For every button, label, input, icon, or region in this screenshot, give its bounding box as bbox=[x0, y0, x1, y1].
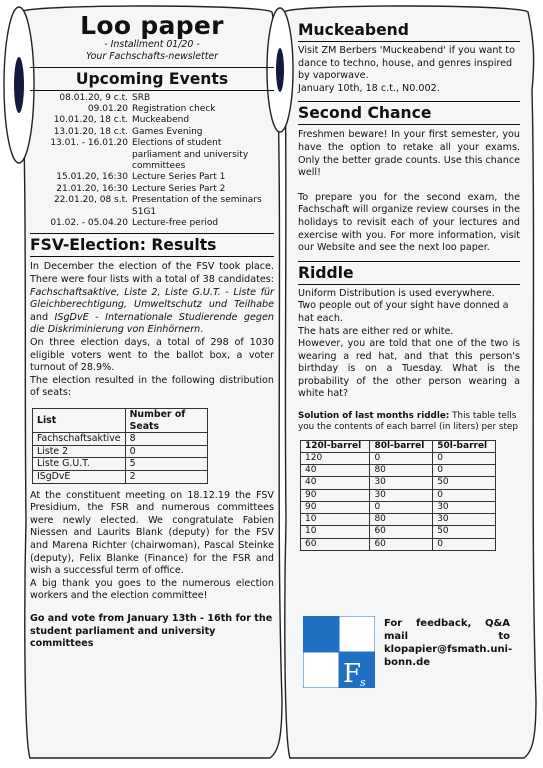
event-date: 13.01. - 16.01.20 bbox=[50, 138, 128, 149]
thank-you-text: A big thank you goes to the numerous election workers and the election committee! bbox=[30, 577, 274, 602]
table-cell: 0 bbox=[433, 453, 496, 465]
left-column bbox=[30, 8, 274, 651]
muckeabend-heading: Muckeabend bbox=[298, 21, 409, 39]
barrel-row bbox=[301, 453, 496, 465]
event-row bbox=[30, 104, 274, 115]
muckeabend-text: Visit ZM Berbers 'Muckeabend' if you want to dance to techno, house, and genres inspired by vaporwave. bbox=[298, 45, 515, 82]
event-row bbox=[30, 195, 274, 218]
table-cell: ISgDvE bbox=[33, 470, 126, 483]
riddle-solution-intro: Solution of last months riddle: This table tells you the contents of each barrel (in liters) per step bbox=[298, 411, 518, 433]
right-column bbox=[298, 8, 520, 551]
event-name: Presentation of the seminars S1G1 bbox=[132, 195, 262, 217]
event-row bbox=[30, 184, 274, 195]
table-header-cell: 120l-barrel bbox=[301, 440, 370, 452]
table-cell: 60 bbox=[301, 538, 370, 550]
barrel-row bbox=[301, 514, 496, 526]
table-cell: Liste G.U.T. bbox=[33, 458, 126, 471]
logo-subscript: s bbox=[360, 676, 366, 688]
divider bbox=[298, 284, 520, 285]
table-cell: 50 bbox=[433, 477, 496, 489]
event-name: Elections of student parliament and university committees bbox=[132, 138, 249, 172]
table-cell: 0 bbox=[433, 489, 496, 501]
event-date: 13.01.20, 18 c.t. bbox=[53, 126, 128, 137]
seats-row bbox=[33, 470, 208, 483]
constituent-meeting-text: At the constituent meeting on 18.12.19 the FSV Presidium, the FSR and numerous committees were newly elected. We congratulate Fabien Niessen and Laurits Blank (deputy) for the FSV and Marena Richter (chairwoman), Pascal Steinke (deputy), Felix Blanke (Finance) for the FSR and wish a successful term of office. bbox=[30, 489, 274, 577]
feedback-text: For feedback, Q&A mail to klopapier@fsmath.uni-bonn.de bbox=[384, 618, 513, 668]
seats-row bbox=[33, 445, 208, 458]
logo-letter: F bbox=[343, 659, 362, 688]
table-cell: 80 bbox=[370, 465, 433, 477]
table-cell: Fachschaftsaktive bbox=[33, 433, 126, 446]
table-cell: 60 bbox=[370, 526, 433, 538]
divider bbox=[30, 233, 274, 234]
table-cell: 30 bbox=[433, 514, 496, 526]
table-cell: 30 bbox=[433, 501, 496, 513]
event-name: Lecture Series Part 1 bbox=[132, 172, 226, 183]
barrel-table bbox=[300, 440, 496, 551]
table-cell: 60 bbox=[370, 538, 433, 550]
table-cell: 90 bbox=[301, 501, 370, 513]
second-chance-text-1: Freshmen beware! In your first semester, you have the option to retake all your exams. Only the better grade counts. Use this chance well! bbox=[298, 129, 520, 179]
event-date: 22.01.20, 08 s.t. bbox=[53, 195, 128, 206]
riddle-line-2: Two people out of your sight have donned a hat each. bbox=[298, 300, 509, 324]
events-table bbox=[30, 93, 274, 230]
table-cell: 30 bbox=[370, 489, 433, 501]
event-name: Muckeabend bbox=[132, 115, 190, 126]
event-date: 08.01.20, 9 c.t. bbox=[59, 92, 128, 103]
riddle-line-3: The hats are either red or white. bbox=[298, 325, 454, 337]
event-row bbox=[30, 138, 274, 172]
table-cell: 30 bbox=[370, 477, 433, 489]
riddle-heading: Riddle bbox=[298, 263, 354, 282]
table-cell: 0 bbox=[433, 465, 496, 477]
event-row bbox=[30, 115, 274, 126]
table-cell: 0 bbox=[433, 538, 496, 550]
table-cell: Liste 2 bbox=[33, 445, 126, 458]
barrel-row bbox=[301, 526, 496, 538]
divider bbox=[30, 256, 274, 257]
divider bbox=[298, 41, 520, 42]
event-name: Lecture-free period bbox=[132, 218, 219, 229]
riddle-line-1: Uniform Distribution is used everywhere. bbox=[298, 287, 495, 299]
second-chance-text-2: To prepare you for the second exam, the Fachschaft will organize review courses in the holidays to revisit each of your lectures and exercise with you. For more information, visit our Website and see the next loo paper. bbox=[298, 191, 520, 254]
table-header-cell: List bbox=[33, 409, 126, 433]
event-name: Games Evening bbox=[132, 126, 203, 137]
table-cell: 10 bbox=[301, 526, 370, 538]
election-turnout: On three election days, a total of 298 of 1030 eligible voters went to the ballot box, a voter turnout of 28.9%. bbox=[30, 337, 274, 374]
vote-call-to-action: Go and vote from January 13th - 16th for the student parliament and university committees bbox=[30, 612, 273, 650]
election-distribution-text: The election resulted in the following distribution of seats: bbox=[30, 374, 274, 399]
table-cell: 50 bbox=[433, 526, 496, 538]
barrel-row bbox=[301, 501, 496, 513]
event-name: Registration check bbox=[132, 104, 216, 114]
table-cell: 0 bbox=[370, 453, 433, 465]
event-date: 01.02. - 05.04.20 bbox=[50, 218, 128, 229]
event-row bbox=[30, 218, 274, 229]
seats-table bbox=[32, 408, 208, 484]
divider bbox=[30, 90, 274, 91]
seats-row bbox=[33, 458, 208, 471]
table-cell: 40 bbox=[301, 465, 370, 477]
table-cell: 0 bbox=[370, 501, 433, 513]
fachschaft-logo bbox=[303, 616, 375, 688]
table-cell: 80 bbox=[370, 514, 433, 526]
event-date: 10.01.20, 18 c.t. bbox=[53, 115, 128, 126]
event-name: SRB bbox=[132, 92, 151, 103]
table-cell: 2 bbox=[125, 470, 207, 483]
newsletter-tagline: Your Fachschafts-newsletter bbox=[85, 50, 219, 62]
events-heading: Upcoming Events bbox=[75, 69, 229, 88]
barrel-row bbox=[301, 538, 496, 550]
divider bbox=[298, 101, 520, 102]
barrel-row bbox=[301, 465, 496, 477]
installment-line: - Installment 01/20 - bbox=[104, 38, 200, 50]
table-header-cell: 50l-barrel bbox=[433, 440, 496, 452]
event-row bbox=[30, 93, 274, 104]
event-date: 09.01.20 bbox=[87, 104, 128, 114]
muckeabend-when: January 10th, 18 c.t., N0.002. bbox=[298, 82, 440, 94]
barrel-row bbox=[301, 477, 496, 489]
event-row bbox=[30, 127, 274, 138]
election-intro: In December the election of the FSV took place. There were four lists with a total of 38 candidates: Fachschaftsaktive, Liste 2, Liste G.U.T. - Liste für Gleichberechtigung, Umweltschutz und Teilhabe and ISgDvE - Internationale Studierende gegen die Diskriminierung von Einhörnern. bbox=[30, 261, 274, 336]
table-cell: 40 bbox=[301, 477, 370, 489]
table-header-cell: 80l-barrel bbox=[370, 440, 433, 452]
barrel-row bbox=[301, 489, 496, 501]
table-cell: 8 bbox=[125, 433, 207, 446]
table-cell: 10 bbox=[301, 514, 370, 526]
table-cell: 0 bbox=[125, 445, 207, 458]
seats-row bbox=[33, 433, 208, 446]
divider bbox=[298, 261, 520, 262]
table-cell: 90 bbox=[301, 489, 370, 501]
event-row bbox=[30, 172, 274, 183]
event-date: 15.01.20, 16:30 bbox=[56, 172, 128, 183]
table-cell: 120 bbox=[301, 453, 370, 465]
table-cell: 5 bbox=[125, 458, 207, 471]
newsletter-title: Loo paper bbox=[80, 11, 224, 40]
event-name: Lecture Series Part 2 bbox=[132, 183, 226, 194]
election-heading: FSV-Election: Results bbox=[30, 236, 217, 255]
divider bbox=[30, 67, 274, 68]
roll-core-left bbox=[14, 57, 24, 113]
table-header-cell: Number of Seats bbox=[125, 409, 207, 433]
riddle-question: However, you are told that one of the two is wearing a red hat, and that this person's birthday is on a Tuesday. What is the probability of the other person wearing a white hat? bbox=[298, 338, 520, 400]
second-chance-heading: Second Chance bbox=[298, 104, 432, 123]
divider bbox=[298, 124, 520, 125]
event-date: 21.01.20, 16:30 bbox=[56, 183, 128, 194]
roll-core-right bbox=[276, 48, 284, 92]
